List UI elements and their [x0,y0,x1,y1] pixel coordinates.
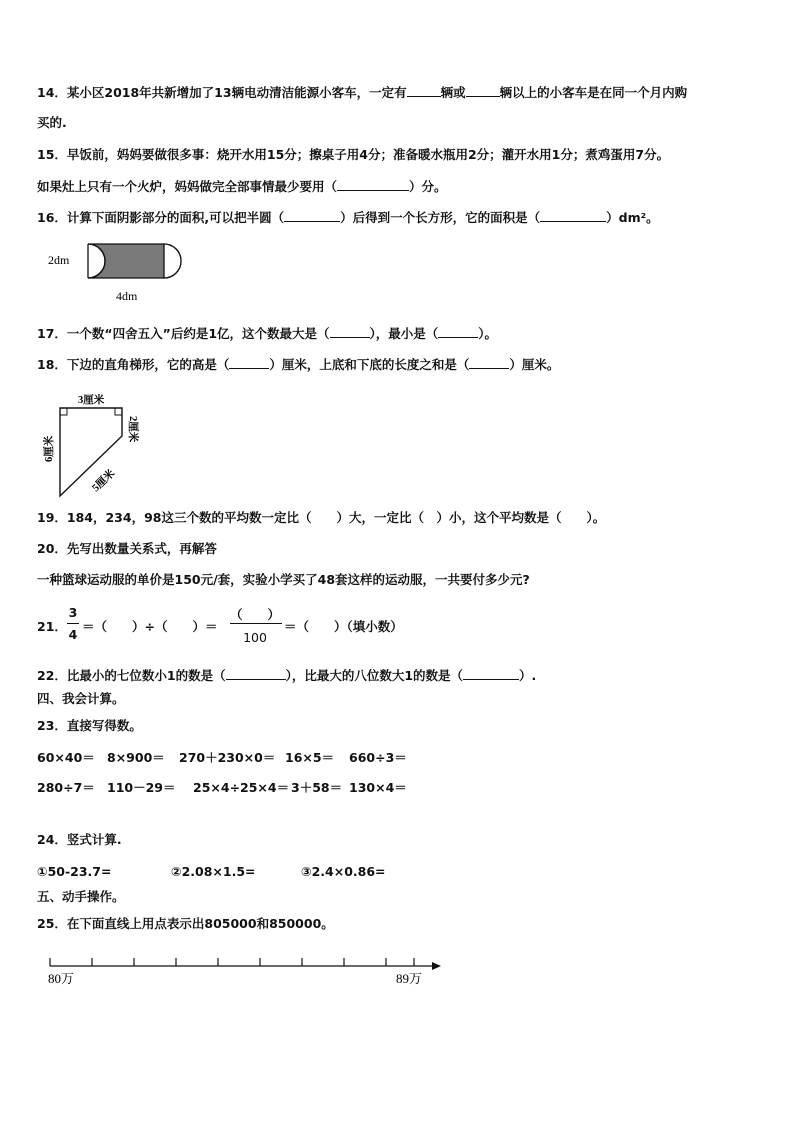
right-side-label: 2厘米 [127,416,138,443]
q24-title: 24．竖式计算. [37,832,122,847]
answer-blank[interactable] [466,83,500,97]
q18-trapezoid-figure [38,388,158,503]
calc-item[interactable]: 3＋58＝ [291,780,343,795]
slant-side-label: 5厘米 [90,468,118,495]
fraction-denominator: 4 [68,627,78,642]
start-label: 80万 [48,971,75,986]
q20-problem: 一种篮球运动服的单价是150元/套，实验小学买了48套这样的运动服，一共要付多少元? [37,572,530,587]
q24-items [37,864,386,880]
calc-item[interactable]: 270＋230×0＝ [179,750,276,765]
right-semicircle [164,244,181,278]
q23-row1 [37,750,407,766]
q21-end[interactable]: ＝（ ）（填小数） [284,619,403,634]
top-side-label: 3厘米 [78,395,105,406]
right-trapezoid [60,408,122,496]
q16-width-label: 4dm [116,289,138,303]
q15-line1: 15．早饭前，妈妈要做很多事：烧开水用15分；擦桌子用4分；准备暖水瓶用2分；灌开水用1分；煮鸡蛋用7分。 [37,147,670,162]
q20-title: 20．先写出数量关系式，再解答 [37,541,217,556]
q21-number: 21． [37,619,67,634]
q15-line2: 如果灶上只有一个火炉，妈妈做完全部事情最少要用（ ）分。 [37,179,447,194]
fraction-bar [67,623,79,624]
q18-question: 18．下边的直角梯形，它的高是（ ）厘米，上底和下底的长度之和是（ ）厘米。 [37,357,560,372]
calc-item[interactable]: 25×4÷25×4＝ [193,780,290,795]
section-5-heading: 五、动手操作。 [37,889,125,904]
number-line[interactable] [40,950,460,995]
q14-line2: 买的. [37,115,67,130]
left-side-label: 6厘米 [44,435,55,462]
calc-item[interactable]: 110－29＝ [107,780,176,795]
q25-title: 25．在下面直线上用点表示出805000和850000。 [37,916,334,931]
calc-item[interactable]: 130×4＝ [349,780,407,795]
arrow-icon [432,962,441,970]
vertical-calc-item[interactable]: ②2.08×1.5= [171,864,256,879]
q23-title: 23．直接写得数。 [37,718,142,733]
end-label: 89万 [396,971,423,986]
answer-blank[interactable] [463,666,519,680]
fraction-numerator: 3 [68,605,78,620]
answer-blank[interactable] [226,666,286,680]
answer-blank[interactable] [284,208,340,222]
q16-figure [40,240,200,310]
answer-blank[interactable] [330,324,370,338]
answer-blank[interactable] [438,324,478,338]
q17-question: 17．一个数“四舍五入”后约是1亿，这个数最大是（ ），最小是（ ）。 [37,326,498,341]
q19-question: 19．184，234，98这三个数的平均数一定比（ ）大，一定比（ ）小，这个平均数是（ ）。 [37,510,606,525]
fraction2-numerator[interactable]: （ ） [229,607,280,622]
q16-height-label: 2dm [48,253,70,267]
calc-item[interactable]: 280÷7＝ [37,780,95,795]
q16-question: 16．计算下面阴影部分的面积,可以把半圆（ ）后得到一个长方形，它的面积是（ ）dm²。 [37,210,659,225]
calc-item[interactable]: 8×900＝ [107,750,165,765]
answer-blank[interactable] [540,208,606,222]
calc-item[interactable]: 660÷3＝ [349,750,407,765]
section-4-heading: 四、我会计算。 [37,691,125,706]
answer-blank[interactable] [469,355,509,369]
calc-item[interactable]: 16×5＝ [285,750,335,765]
answer-blank[interactable] [337,177,409,191]
calc-item[interactable]: 60×40＝ [37,750,95,765]
vertical-calc-item[interactable]: ①50-23.7= [37,864,112,879]
q22-question: 22．比最小的七位数小1的数是（ ），比最大的八位数大1的数是（ ）. [37,668,537,683]
fraction2-denominator: 100 [243,630,267,645]
fraction2-bar [230,623,282,624]
q23-row2 [37,780,407,796]
answer-blank[interactable] [229,355,269,369]
q14-line1: 14．某小区2018年共新增加了13辆电动清洁能源小客车，一定有 辆或 辆以上的小客车是在同一个月内购 [37,85,688,100]
answer-blank[interactable] [407,83,441,97]
q21-middle[interactable]: ＝（ ）÷（ ）＝ [82,619,218,634]
vertical-calc-item[interactable]: ③2.4×0.86= [301,864,386,879]
